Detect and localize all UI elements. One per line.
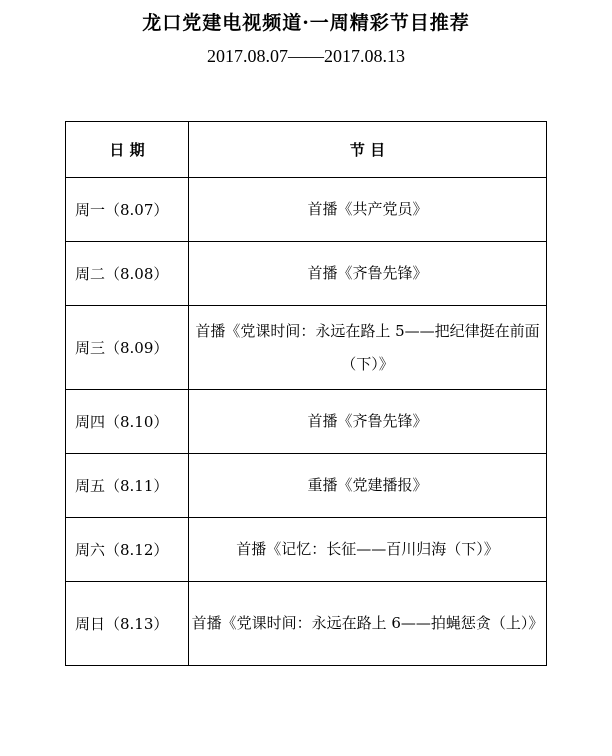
table-row xyxy=(66,518,547,582)
date-cell: 周二（8.08） xyxy=(66,242,189,306)
table-row xyxy=(66,306,547,390)
table-header-row xyxy=(66,122,547,178)
program-cell: 首播《党课时间：永远在路上 6——拍蝇惩贪（上）》 xyxy=(189,582,547,666)
page-title: 龙口党建电视频道·一周精彩节目推荐 xyxy=(142,12,470,34)
schedule-table xyxy=(65,121,547,666)
date-cell: 周四（8.10） xyxy=(66,390,189,454)
date-cell: 周三（8.09） xyxy=(66,306,189,390)
column-header-program: 节 目 xyxy=(189,122,547,178)
program-cell: 首播《共产党员》 xyxy=(189,178,547,242)
table-row xyxy=(66,454,547,518)
program-cell: 首播《记忆：长征——百川归海（下）》 xyxy=(189,518,547,582)
program-cell: 重播《党建播报》 xyxy=(189,454,547,518)
table-row xyxy=(66,582,547,666)
column-header-date: 日 期 xyxy=(66,122,189,178)
program-cell: 首播《齐鲁先锋》 xyxy=(189,390,547,454)
date-range: 2017.08.07——2017.08.13 xyxy=(207,46,405,66)
table-row xyxy=(66,242,547,306)
date-cell: 周一（8.07） xyxy=(66,178,189,242)
table-row xyxy=(66,390,547,454)
date-cell: 周五（8.11） xyxy=(66,454,189,518)
program-cell: 首播《党课时间：永远在路上 5——把纪律挺在前面（下）》 xyxy=(189,306,547,390)
date-cell: 周六（8.12） xyxy=(66,518,189,582)
program-cell: 首播《齐鲁先锋》 xyxy=(189,242,547,306)
date-cell: 周日（8.13） xyxy=(66,582,189,666)
table-row xyxy=(66,178,547,242)
